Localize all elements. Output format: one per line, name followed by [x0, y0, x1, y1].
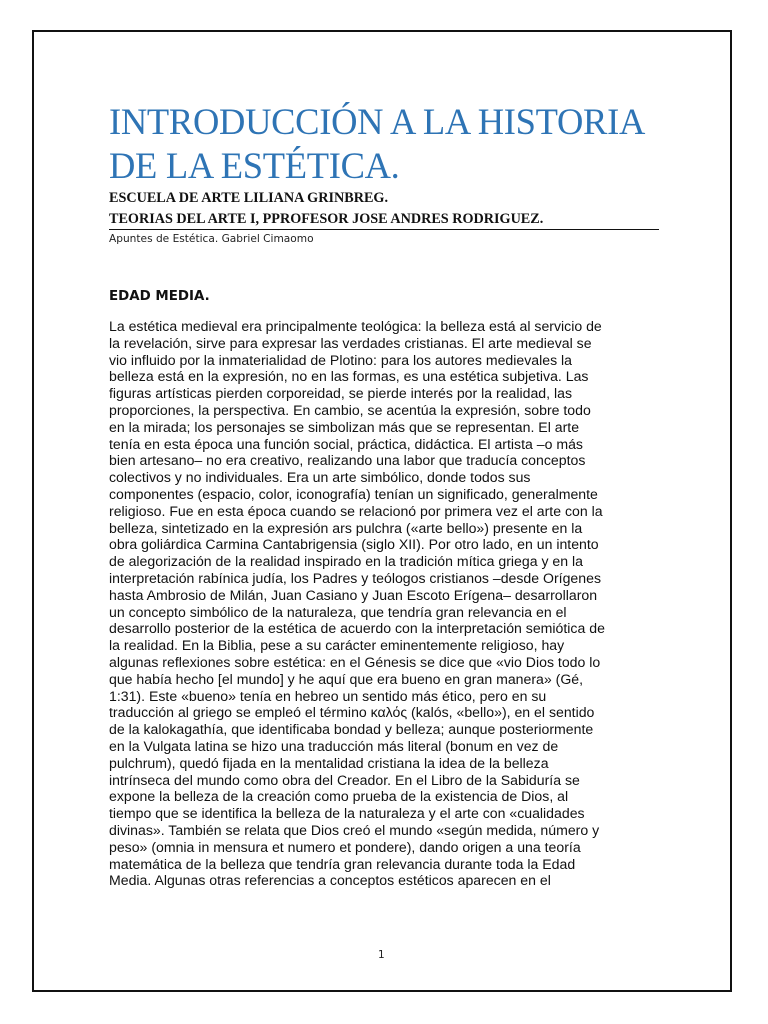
- section-heading: EDAD MEDIA.: [109, 289, 210, 304]
- body-line: tenía en esta época una función social, práctica, didáctica. El artista –o más: [109, 435, 583, 452]
- body-line: interpretación rabínica judía, los Padres y teólogos cristianos –desde Orígenes: [109, 569, 601, 586]
- body-line: obra goliárdica Carmina Cantabrigensia (siglo XII). Por otro lado, en un intento: [109, 536, 599, 553]
- body-line: pulchrum), quedó fijada en la mentalidad cristiana la idea de la belleza: [109, 754, 549, 771]
- body-line: de la kalokagathía, que identificaba bondad y belleza; aunque posteriormente: [109, 721, 594, 738]
- body-line: matemática de la belleza que tendría gran relevancia durante toda la Edad: [109, 855, 576, 872]
- body-line: 1:31). Este «bueno» tenía en hebreo un sentido más ético, pero en su: [109, 687, 547, 704]
- body-line: proporciones, la perspectiva. En cambio, se acentúa la expresión, sobre todo: [109, 401, 591, 418]
- body-line: desarrollo posterior de la estética de acuerdo con la interpretación semiótica de: [109, 620, 605, 637]
- title-line-1: INTRODUCCIÓN A LA HISTORIA: [109, 101, 646, 142]
- body-line: la realidad. En la Biblia, pese a su carácter eminentemente religioso, hay: [109, 637, 565, 654]
- body-line: de alegorización de la realidad inspirado en la tradición mítica griega y en la: [109, 553, 583, 570]
- body-line: belleza, sintetizado en la expresión ars pulchra («arte bello») presente en la: [109, 519, 583, 536]
- body-line: peso» (omnia in mensura et numero et pondere), dando origen a una teoría: [109, 838, 581, 855]
- body-line: intrínseca del mundo como obra del Creador. En el Libro de la Sabiduría se: [109, 771, 580, 788]
- body-line: algunas reflexiones sobre estética: en el Génesis se dice que «vio Dios todo lo: [109, 653, 601, 670]
- body-line: que había hecho [el mundo] y he aquí que era bueno en gran manera» (Gé,: [109, 670, 584, 687]
- body-line: Media. Algunas otras referencias a conceptos estéticos aparecen en el: [109, 872, 551, 889]
- body-line: tiempo que se identifica la belleza de la naturaleza y el arte con «cualidades: [109, 805, 585, 822]
- body-line: La estética medieval era principalmente teológica: la belleza está al servicio de: [109, 318, 602, 334]
- body-line: vio influido por la inmaterialidad de Plotino: para los autores medievales la: [109, 351, 573, 368]
- body-line: traducción al griego se empleó el término καλός (kalós, «bello»), en el sentido: [109, 704, 595, 721]
- body-line: la revelación, sirve para expresar las verdades cristianas. El arte medieval se: [109, 334, 592, 351]
- body-line: en la Vulgata latina se hizo una traducción más literal (bonum en vez de: [109, 737, 559, 754]
- document-title: [109, 100, 669, 188]
- school-subtitle: ESCUELA DE ARTE LILIANA GRINBREG.: [109, 190, 388, 206]
- header-rule: [109, 229, 659, 230]
- notes-author: Apuntes de Estética. Gabriel Cimaomo: [109, 233, 314, 245]
- body-line: hasta Ambrosio de Milán, Juan Casiano y Juan Escoto Erígena– desarrollaron: [109, 586, 598, 603]
- body-line: divinas». También se relata que Dios creó el mundo «según medida, número y: [109, 821, 600, 838]
- body-line: figuras artísticas pierden corporeidad, se pierde interés por la realidad, las: [109, 385, 572, 402]
- body-line: colectivos y no individuales. Era un arte simbólico, donde todos sus: [109, 469, 531, 486]
- body-line: componentes (espacio, color, iconografía) tenían un significado, generalmente: [109, 485, 598, 502]
- title-line-2: DE LA ESTÉTICA.: [109, 145, 400, 186]
- body-line: expone la belleza de la creación como prueba de la existencia de Dios, al: [109, 788, 569, 805]
- body-line: un concepto simbólico de la naturaleza, que tendría gran relevancia en el: [109, 603, 567, 620]
- page-number: 1: [378, 949, 385, 961]
- course-subtitle: TEORIAS DEL ARTE I, PPROFESOR JOSE ANDRES RODRIGUEZ.: [109, 211, 544, 227]
- body-line: bien artesano– no era creativo, realizando una labor que traducía conceptos: [109, 452, 586, 469]
- body-paragraph: [109, 318, 659, 889]
- body-line: en la mirada; los personajes se simbolizan más que se representan. El arte: [109, 418, 580, 435]
- body-line: religioso. Fue en esta época cuando se relacionó por primera vez el arte con la: [109, 502, 603, 519]
- body-line: belleza está en la expresión, no en las formas, es una estética subjetiva. Las: [109, 368, 589, 385]
